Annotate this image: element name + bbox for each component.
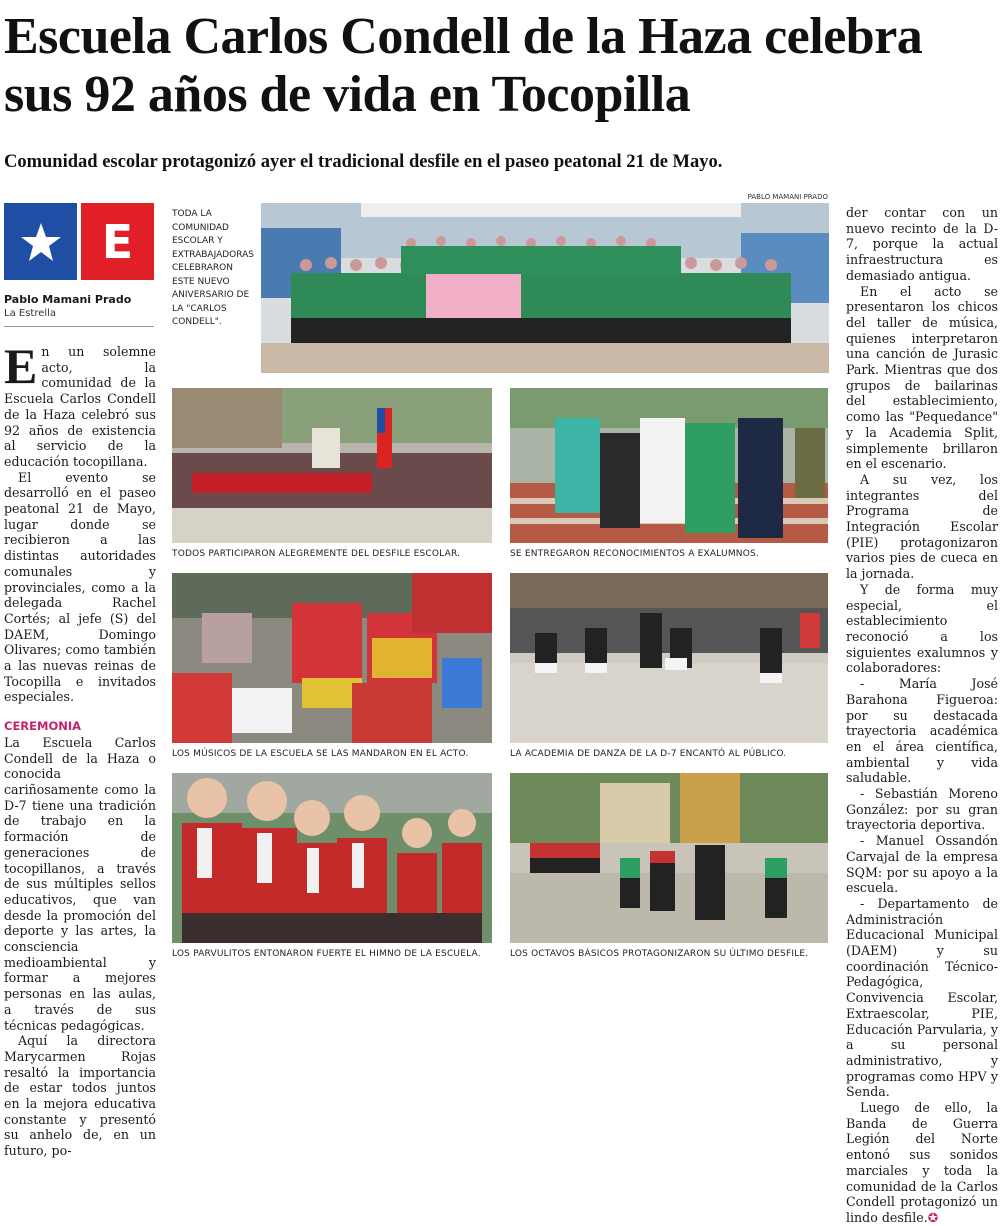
- section-heading: CEREMONIA: [4, 719, 82, 734]
- drop-cap: E: [4, 338, 38, 394]
- paragraph-4: Aquí la directora Marycarmen Rojas resaltó la importancia de estar todos juntos en la mejora educativa constante y presentó su anhelo de, en un futuro, po-: [4, 1033, 156, 1159]
- article-column-3: [846, 205, 998, 1226]
- byline-divider: [4, 326, 154, 327]
- subheadline: Comunidad escolar protagonizó ayer el tradicional desfile en el paseo peatonal 21 de Mayo.: [4, 152, 723, 172]
- headline: Escuela Carlos Condell de la Haza celebra sus 92 años de vida en Tocopilla: [4, 8, 923, 123]
- col3-paragraph-2: En el acto se presentaron los chicos del taller de música, quienes interpretaron una canción de Jurasic Park. Mientras que dos grupos de bailarinas del establecimiento, como las "Pequedance" y la Academia Split, simplemente brillaron en el escenario.: [846, 283, 998, 472]
- parade-photo: [172, 388, 492, 543]
- paragraph-1-text: n un solemne acto, la comunidad de la Escuela Carlos Condell de la Haza celebró sus 92 años de existencia al servicio de la educación tocopillana.: [4, 344, 156, 469]
- children-photo: [172, 773, 492, 943]
- col3-paragraph-1: der contar con un nuevo recinto de la D-7, porque la actual infraestructura es demasiado antigua.: [846, 205, 998, 283]
- musicians-photo: [172, 573, 492, 743]
- children-caption: LOS PARVULITOS ENTONARON FUERTE EL HIMNO DE LA ESCUELA.: [172, 949, 481, 959]
- byline: [4, 293, 154, 320]
- author-name: Pablo Mamani Prado: [4, 293, 132, 306]
- eighth-grade-caption: LOS OCTAVOS BÁSICOS PROTAGONIZARON SU ÚLTIMO DESFILE.: [510, 949, 809, 959]
- col3-paragraph-7: - Manuel Ossandón Carvajal de la empresa SQM: por su apoyo a la escuela.: [846, 833, 998, 896]
- eighth-grade-photo: [510, 773, 828, 943]
- col3-paragraph-3: A su vez, los integrantes del Programa de Integración Escolar (PIE) protagonizaron varios pies de cueca en la jornada.: [846, 471, 998, 582]
- dance-caption: LA ACADEMIA DE DANZA DE LA D-7 ENCANTÓ AL PÚBLICO.: [510, 749, 787, 759]
- newspaper-logo: [4, 203, 154, 280]
- main-group-photo: [261, 203, 829, 373]
- awards-photo: [510, 388, 828, 543]
- col3-paragraph-8: - Departamento de Administración Educacional Municipal (DAEM) y su coordinación Técnico-Pedagógica, Convivencia Escolar, Extraescolar, PIE, Educación Parvularia, y a su personal administrativo, y programas como HPV y Senda.: [846, 895, 998, 1100]
- col3-paragraph-4: Y de forma muy especial, el establecimiento reconoció a los siguientes exalumnos y colaboradores:: [846, 581, 998, 676]
- col3-paragraph-5: - María José Barahona Figueroa: por su destacada trayectoria académica en el área científica, ambiental y vida saludable.: [846, 676, 998, 786]
- outlet-name: La Estrella: [4, 308, 57, 319]
- paragraph-2: El evento se desarrolló en el paseo peatonal 21 de Mayo, lugar donde se recibieron a las distintas autoridades comunales y provinciales, como a la delegada Rachel Cortés; al jefe (S) del DAEM, Domingo Olivares; como también a las nuevas reinas de Tocopilla e invitados especiales.: [4, 469, 156, 705]
- end-mark-icon: ✪: [927, 1210, 939, 1225]
- logo-letter: E: [81, 203, 154, 280]
- musicians-caption: LOS MÚSICOS DE LA ESCUELA SE LAS MANDARON EN EL ACTO.: [172, 749, 469, 759]
- article-column-1: [4, 338, 156, 1159]
- photo-credit: PABLO MAMANI PRADO: [747, 193, 828, 201]
- main-photo-caption: TODA LA COMUNIDAD ESCOLAR Y EXTRABAJADORAS CELEBRARON ESTE NUEVO ANIVERSARIO DE LA "CARLOS CONDELL".: [172, 209, 254, 327]
- parade-caption: TODOS PARTICIPARON ALEGREMENTE DEL DESFILE ESCOLAR.: [172, 549, 461, 559]
- chile-star-icon: [4, 203, 77, 280]
- col3-paragraph-9: [846, 1100, 998, 1226]
- col3-paragraph-6: - Sebastián Moreno González: por su gran trayectoria deportiva.: [846, 786, 998, 833]
- dance-photo: [510, 573, 828, 743]
- col3-paragraph-9-text: Luego de ello, la Banda de Guerra Legión del Norte entonó sus sonidos marciales y toda la comunidad de la Carlos Condell protagonizó un lindo desfile.: [846, 1100, 998, 1225]
- paragraph-1: [4, 338, 156, 470]
- awards-caption: SE ENTREGARON RECONOCIMIENTOS A EXALUMNOS.: [510, 549, 759, 559]
- paragraph-3: La Escuela Carlos Condell de la Haza o conocida cariñosamente como la D-7 tiene una tradición de trabajo en la formación de generaciones de tocopillanos, a través de sus múltiples sellos educativos, que van desde la promoción del deporte y las artes, la consciencia medioambiental y formar a mejores personas en las aulas, a través de sus técnicas pedagógicas.: [4, 734, 156, 1033]
